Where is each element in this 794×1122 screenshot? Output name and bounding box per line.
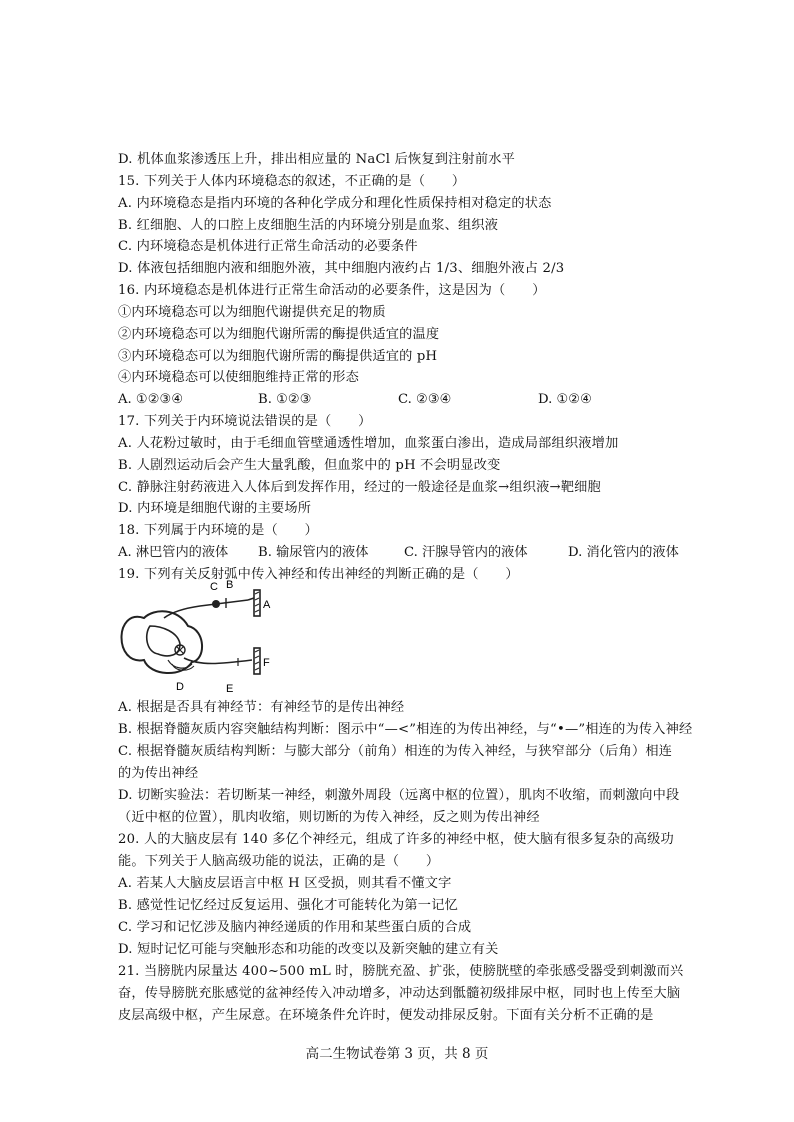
q19-option-a: A. 根据是否具有神经节：有神经节的是传出神经 [118, 700, 405, 715]
q20-option-d: D. 短时记忆可能与突触形态和功能的改变以及新突触的建立有关 [118, 942, 499, 957]
figure-label-d: D [176, 681, 184, 693]
q20-option-a: A. 若某人大脑皮层语言中枢 H 区受损，则其看不懂文字 [118, 876, 452, 891]
q20-stem-line1: 20. 人的大脑皮层有 140 多亿个神经元，组成了许多的神经中枢，使大脑有很多复杂的高级功 [118, 832, 674, 847]
q16-options-row [118, 389, 592, 410]
q18-options-row [118, 542, 679, 563]
q21-stem-line2: 奋，传导膀胱充胀感觉的盆神经传入冲动增多，冲动达到骶髓初级排尿中枢，同时也上传至大脑 [118, 986, 681, 1001]
q17-stem: 17. 下列关于内环境说法错误的是（ ） [118, 414, 372, 429]
q16-statement-1: ①内环境稳态可以为细胞代谢提供充足的物质 [118, 305, 386, 320]
figure-label-b: B [226, 579, 234, 591]
q14-option-d: D. 机体血浆渗透压上升，排出相应量的 NaCl 后恢复到注射前水平 [118, 152, 516, 167]
q17-option-a: A. 人花粉过敏时，由于毛细血管壁通透性增加，血浆蛋白渗出，造成局部组织液增加 [118, 436, 619, 451]
q18-option-a: A. 淋巴管内的液体 [118, 545, 229, 560]
q16-option-c: C. ②③④ [398, 392, 452, 407]
figure-label-e: E [226, 683, 234, 695]
q18-option-d: D. 消化管内的液体 [568, 545, 679, 560]
q19-option-d-line1: D. 切断实验法：若切断某一神经，刺激外周段（远离中枢的位置），肌肉不收缩，而刺激向中段 [118, 788, 680, 803]
page-footer: 高二生物试卷第 3 页，共 8 页 [305, 1046, 489, 1062]
q19-option-b: B. 根据脊髓灰质内容突触结构判断：图示中“—<”相连的为传出神经，与“•—”相连的为传入神经 [118, 722, 693, 737]
q17-option-d: D. 内环境是细胞代谢的主要场所 [118, 501, 312, 516]
q17-option-b: B. 人剧烈运动后会产生大量乳酸，但血浆中的 pH 不会明显改变 [118, 458, 501, 473]
q16-statement-2: ②内环境稳态可以为细胞代谢所需的酶提供适宜的温度 [118, 327, 440, 342]
figure-label-c: C [210, 581, 218, 593]
q15-option-c: C. 内环境稳态是机体进行正常生命活动的必要条件 [118, 239, 418, 254]
q17-option-c: C. 静脉注射药液进入人体后到发挥作用，经过的一般途径是血浆→组织液→靶细胞 [118, 480, 601, 495]
q19-stem: 19. 下列有关反射弧中传入神经和传出神经的判断正确的是（ ） [118, 567, 519, 582]
q18-option-c: C. 汗腺导管内的液体 [404, 545, 528, 560]
q19-option-c-line1: C. 根据脊髓灰质结构判断：与膨大部分（前角）相连的为传入神经，与狭窄部分（后角）相连 [118, 744, 673, 759]
q18-option-b: B. 输尿管内的液体 [258, 545, 369, 560]
q15-option-a: A. 内环境稳态是指内环境的各种化学成分和理化性质保持相对稳定的状态 [118, 196, 552, 211]
q16-option-d: D. ①②④ [538, 392, 592, 407]
q18-stem: 18. 下列属于内环境的是（ ） [118, 523, 319, 538]
reflex-arc-figure [120, 578, 280, 696]
q20-option-c: C. 学习和记忆涉及脑内神经递质的作用和某些蛋白质的合成 [118, 920, 472, 935]
q20-stem-line2: 能。下列关于人脑高级功能的说法，正确的是（ ） [118, 854, 440, 869]
q20-option-b: B. 感觉性记忆经过反复运用、强化才可能转化为第一记忆 [118, 898, 458, 913]
q16-option-a: A. ①②③④ [118, 392, 184, 407]
q16-option-b: B. ①②③ [258, 392, 312, 407]
q16-statement-4: ④内环境稳态可以使细胞维持正常的形态 [118, 370, 359, 385]
q15-option-b: B. 红细胞、人的口腔上皮细胞生活的内环境分别是血浆、组织液 [118, 218, 499, 233]
q19-option-c-line2: 的为传出神经 [118, 766, 199, 781]
q15-stem: 15. 下列关于人体内环境稳态的叙述，不正确的是（ ） [118, 174, 466, 189]
q15-option-d: D. 体液包括细胞内液和细胞外液，其中细胞内液约占 1/3、细胞外液占 2/3 [118, 261, 565, 276]
figure-label-f: F [263, 657, 270, 669]
q19-option-d-line2: （近中枢的位置），肌肉收缩，则切断的为传入神经，反之则为传出神经 [118, 810, 540, 825]
figure-label-a: A [263, 599, 271, 611]
q16-stem: 16. 内环境稳态是机体进行正常生命活动的必要条件，这是因为（ ） [118, 283, 546, 298]
q16-statement-3: ③内环境稳态可以为细胞代谢所需的酶提供适宜的 pH [118, 349, 438, 364]
q21-stem-line1: 21. 当膀胱内尿量达 400~500 mL 时，膀胱充盈、扩张，使膀胱壁的牵张感受器受到刺激而兴 [118, 964, 684, 979]
q21-stem-line3: 皮层高级中枢，产生尿意。在环境条件允许时，便发动排尿反射。下面有关分析不正确的是 [118, 1008, 654, 1023]
